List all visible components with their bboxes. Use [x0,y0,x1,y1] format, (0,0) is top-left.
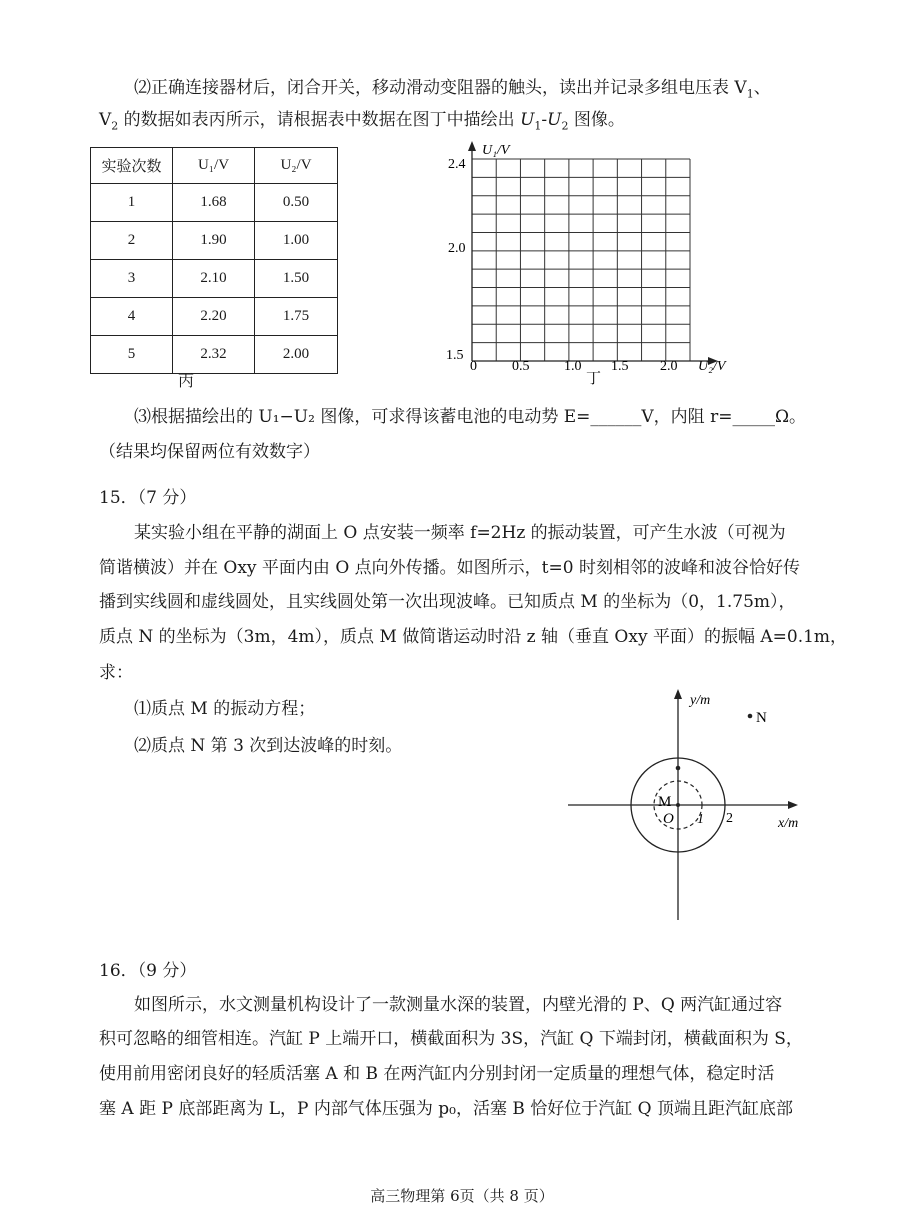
table-row [91,336,338,374]
table-cell: 1.75 [255,298,338,336]
table-row [91,184,338,222]
q14-part3-line1: ⑶根据描绘出的 U₁−U₂ 图像，可求得该蓄电池的电动势 E=______V，内阻 r=_____Ω。 [134,407,807,427]
q14-part2-line1: ⑵正确连接器材后，闭合开关，移动滑动变阻器的触头，读出并记录多组电压表 $V_1$、 [134,78,771,101]
x-tick-label: 1.0 [564,359,582,374]
q15-line2: 简谐横波）并在 Oxy 平面内由 O 点向外传播。如图所示，t=0 时刻相邻的波峰和波谷恰好传 [99,558,800,578]
table-header-row [91,148,338,184]
table-cell: 1.50 [255,260,338,298]
x-tick-label: 0 [470,359,477,374]
table-header-cell: 实验次数 [91,148,173,184]
table-cell: 1.68 [173,184,255,222]
point-m-label: M [658,794,672,810]
q15-line3: 播到实线圆和虚线圆处，且实线圆处第一次出现波峰。已知质点 M 的坐标为（0，1.75m）， [99,592,796,612]
y-tick-label: 1.5 [446,348,464,363]
q16-line3: 使用前用密闭良好的轻质活塞 A 和 B 在两汽缸内分别封闭一定质量的理想气体，稳定时活 [99,1064,775,1084]
q14-part3-line2: （结果均保留两位有效数字） [99,442,320,462]
table-row [91,298,338,336]
table-cell: 2.10 [173,260,255,298]
q15-line1: 某实验小组在平静的湖面上 O 点安装一频率 f=2Hz 的振动装置，可产生水波（可视为 [134,523,786,543]
y-axis-arrow-icon [468,141,476,151]
table-cell: 1 [91,184,173,222]
table-cell: 0.50 [255,184,338,222]
y-axis-label: U₁/V [482,143,510,158]
point-n-label: N [756,710,767,726]
q16-heading: 16．（9 分） [99,961,197,981]
q16-line1: 如图所示，水文测量机构设计了一款测量水深的装置，内壁光滑的 P、Q 两汽缸通过容 [134,995,783,1015]
table-row [91,260,338,298]
page-footer: 高三物理第 6页（共 8 页） [370,1187,554,1205]
y-axis-label: y/m [690,693,711,708]
origin-label: O [663,811,674,827]
table-cell: 2.32 [173,336,255,374]
table-header-cell: U₁/V [173,148,255,184]
point-m-marker [676,766,681,771]
x-tick-label: 2.0 [660,359,678,374]
x-tick-label: 1.5 [611,359,629,374]
table-caption: 丙 [178,371,195,390]
q15-line5: 求： [99,663,133,683]
table-cell: 4 [91,298,173,336]
y-tick-label: 2.0 [448,241,466,256]
tick-label-2: 2 [726,811,733,826]
table-cell: 2.20 [173,298,255,336]
table-cell: 3 [91,260,173,298]
q15-sub2: ⑵质点 N 第 3 次到达波峰的时刻。 [134,736,403,756]
y-tick-label: 2.4 [448,157,466,172]
x-axis-label: x/m [778,816,799,831]
q15-heading: 15．（7 分） [99,488,197,508]
point-n-marker [748,714,753,719]
table-cell: 1.00 [255,222,338,260]
q15-line4: 质点 N 的坐标为（3m，4m），质点 M 做简谐运动时沿 z 轴（垂直 Oxy 平面）的振幅 A=0.1m， [99,627,848,647]
q14-part2-line2: $V_2$ 的数据如表丙所示，请根据表中数据在图丁中描绘出 $U_1-U_2$ 图像。 [99,110,625,133]
table-cell: 1.90 [173,222,255,260]
table-row [91,222,338,260]
q15-sub1: ⑴质点 M 的振动方程； [134,699,316,719]
data-table [90,147,338,374]
table-header-cell: U₂/V [255,148,338,184]
tick-label-1: 1 [697,812,704,827]
x-axis-arrow-icon [788,801,798,809]
y-axis-arrow-icon [674,689,682,699]
q16-line4: 塞 A 距 P 底部距离为 L，P 内部气体压强为 p₀，活塞 B 恰好位于汽缸 Q 顶端且距汽缸底部 [99,1099,794,1119]
table-cell: 5 [91,336,173,374]
graph-grid-figure [440,135,740,385]
graph-caption: 丁 [586,371,602,385]
wave-circle-figure [560,685,810,925]
table-cell: 2 [91,222,173,260]
q16-line2: 积可忽略的细管相连。汽缸 P 上端开口，横截面积为 3S，汽缸 Q 下端封闭，横截面积为 S， [99,1029,803,1049]
origin-marker [676,803,680,807]
table-cell: 2.00 [255,336,338,374]
x-axis-label: U₂/V [698,359,726,374]
x-tick-label: 0.5 [512,359,530,374]
